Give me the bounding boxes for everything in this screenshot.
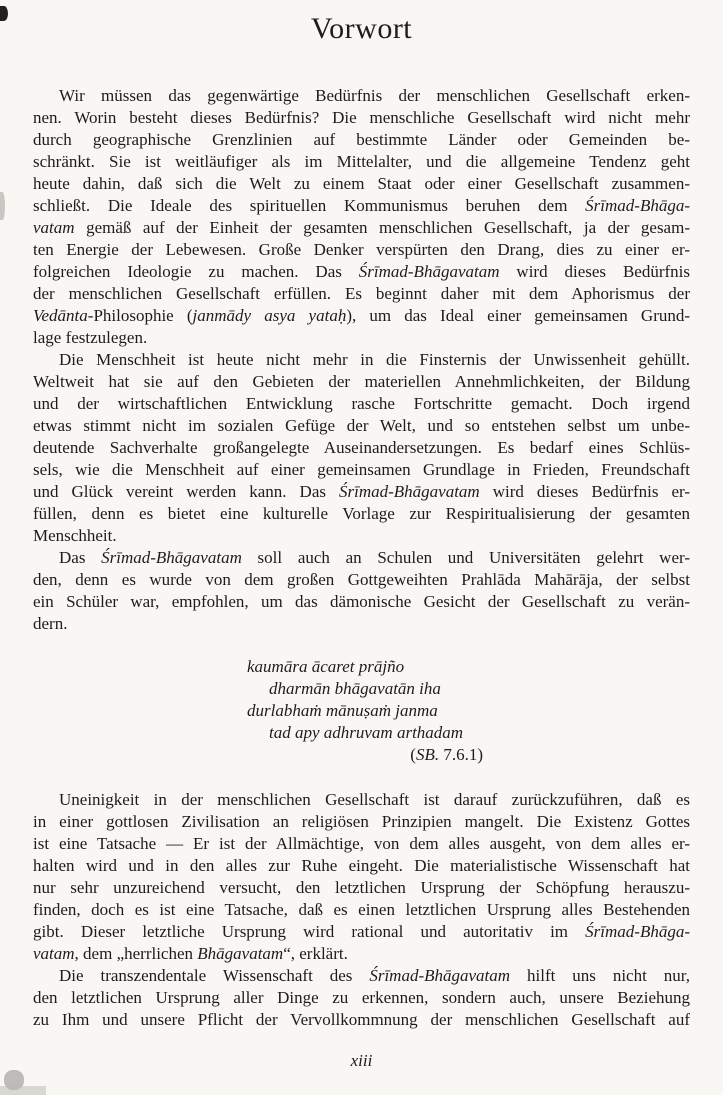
text-line [33,811,690,833]
text-segment: , dem „herrlichen [74,944,198,963]
italic-text: Śrīmad-Bhāgavatam [358,262,500,281]
italic-text: Śrīmad-Bhāgavatam [339,482,480,501]
text-segment: Die Menschheit ist heute nicht mehr in die Finsternis der Unwissenheit gehüllt. [59,350,690,369]
text-segment: Uneinigkeit in der menschlichen Gesellschaft ist darauf zurückzuführen, daß es [59,790,690,809]
text-line [33,547,690,569]
text-line [33,1009,690,1031]
text-segment: in einer gottlosen Zivilisation an religiösen Prinzipien mangelt. Die Existenz Gottes [33,812,690,831]
text-line [33,943,690,965]
text-segment: ten Energie der Lebewesen. Große Denker verspürten den Drang, dies zu einer er- [33,240,690,259]
page-title: Vorwort [310,12,413,45]
paragraph-2 [33,349,690,547]
text-line [33,261,690,283]
italic-text: Vedānta [33,306,88,325]
text-line [33,525,690,547]
text-segment: schränkt. Sie ist weitläufiger als im Mittelalter, und die allgemeine Tendenz geht [33,152,690,171]
text-segment: wird dieses Bedürfnis er- [479,482,690,501]
italic-text: SB. [415,745,440,764]
text-segment: folgreichen Ideologie zu machen. Das [33,262,359,281]
text-line [33,877,690,899]
text-segment: ist eine Tatsache — Er ist der Allmächtige, von dem alles ausgeht, von dem alles er- [33,834,690,853]
text-line [247,722,483,744]
text-line [33,217,690,239]
page-number: xiii [350,1051,373,1070]
text-segment: der menschlichen Gesellschaft erfüllen. Es beginnt daher mit dem Aphorismus der [33,284,690,303]
text-segment: -Philosophie ( [87,306,193,325]
text-line [33,371,690,393]
text-line [33,899,690,921]
italic-text: dharmān bhāgavatān iha [269,679,441,698]
text-line [33,987,690,1009]
text-line [33,349,690,371]
italic-text: tad apy adhruvam arthadam [269,723,464,742]
text-segment: und Glück vereint werden kann. Das [33,482,339,501]
document-body [33,85,690,1031]
text-line [33,459,690,481]
text-segment: Menschheit. [33,526,117,545]
text-line [33,173,690,195]
text-segment: finden, doch es ist eine Tatsache, daß es einen letztlichen Ursprung alles Bestehenden [33,900,690,919]
text-line [33,283,690,305]
text-segment: deutende Sachverhalte großangelegte Auseinandersetzungen. Es bedarf eines Schlüs- [33,438,690,457]
italic-text: Śrīmad-Bhāgavatam [369,966,511,985]
text-line [33,305,690,327]
text-segment: dern. [33,614,68,633]
text-line [33,415,690,437]
text-line [33,129,690,151]
sanskrit-verse [247,656,483,766]
text-line [33,481,690,503]
text-line [33,151,690,173]
scan-artifact [0,1086,46,1095]
italic-text: Śrīmad-Bhāga- [585,196,690,215]
text-segment: zu Ihm und unsere Pflicht der Vervollkommnung der menschlichen Gesellschaft auf [33,1010,690,1029]
text-line [33,85,690,107]
text-line [247,678,483,700]
text-segment: heute dahin, daß sich die Welt zu einem Staat oder einer Gesellschaft zusammen- [33,174,690,193]
text-line [33,613,690,635]
text-line [247,656,483,678]
text-segment: durch geographische Grenzlinien auf bestimmte Länder oder Gemeinden be- [33,130,690,149]
italic-text: Bhāgavatam [197,944,284,963]
text-line [247,700,483,722]
text-segment: “, erklärt. [283,944,348,963]
italic-text: durlabhaṁ mānuṣaṁ janma [247,701,438,720]
text-segment: füllen, denn es bietet eine kulturelle Vorlage zur Respiritualisierung der gesamten [33,504,690,523]
italic-text: kaumāra ācaret prājño [247,657,405,676]
text-line [33,503,690,525]
text-line [33,569,690,591]
text-segment: ( [410,745,416,764]
text-segment: den letztlichen Ursprung aller Dinge zu erkennen, sondern auch, unsere Beziehung [33,988,690,1007]
text-line [33,965,690,987]
italic-text: Śrīmad-Bhāgavatam [101,548,242,567]
italic-text: Śrīmad-Bhāga- [585,922,690,941]
text-line [33,107,690,129]
text-line [33,855,690,877]
paragraph-1 [33,85,690,349]
text-segment: nur sehr unzureichend versucht, den letztlichen Ursprung der Schöpfung herauszu- [33,878,690,897]
text-segment: ), um das Ideal einer gemeinsamen Grund- [346,306,690,325]
text-line [33,239,690,261]
text-segment: soll auch an Schulen und Universitäten gelehrt wer- [241,548,690,567]
text-segment: gibt. Dieser letztliche Ursprung wird rational und autoritativ im [33,922,586,941]
paragraph-4 [33,789,690,965]
text-line [33,327,690,349]
paragraph-3 [33,547,690,635]
text-segment: etwas stimmt nicht im sozialen Gefüge der Welt, und so entstehen selbst um unbe- [33,416,690,435]
text-segment: gemäß auf der Einheit der gesamten menschlichen Gesellschaft, ja der gesam- [74,218,690,237]
text-segment: wird dieses Bedürfnis [499,262,690,281]
text-segment: halten wird und in den alles zur Ruhe eingeht. Die materialistische Wissenschaft hat [33,856,690,875]
text-segment: nen. Worin besteht dieses Bedürfnis? Die menschliche Gesellschaft wird nicht mehr [33,108,690,127]
verse-citation [247,744,483,766]
text-line [33,437,690,459]
paragraph-5 [33,965,690,1031]
text-segment: 7.6.1) [439,745,483,764]
text-line [33,921,690,943]
scan-artifact [0,192,5,220]
italic-text: janmādy asya yataḥ [192,306,347,325]
text-segment: und der wirtschaftlichen Entwicklung rasche Fortschritte gemacht. Doch irgend [33,394,690,413]
text-line [33,195,690,217]
text-line [33,591,690,613]
text-segment: Das [59,548,102,567]
text-segment: lage festzulegen. [33,328,148,347]
text-line [33,789,690,811]
text-segment: sels, wie die Menschheit auf einer gemeinsamen Grundlage in Frieden, Freundschaft [33,460,690,479]
italic-text: vatam [33,218,75,237]
text-segment: ein Schüler war, empfohlen, um das dämonische Gesicht der Gesellschaft zu verän- [33,592,690,611]
text-segment: Die transzendentale Wissenschaft des [59,966,370,985]
text-segment: Weltweit hat sie auf den Gebieten der materiellen Annehmlichkeiten, der Bildung [33,372,690,391]
text-line [33,833,690,855]
text-segment: schließt. Die Ideale des spirituellen Kommunismus beruhen dem [33,196,586,215]
text-segment: hilft uns nicht nur, [510,966,690,985]
text-segment: den, denn es wurde von dem großen Gottgeweihten Prahlāda Mahārāja, der selbst [33,570,690,589]
text-line [33,393,690,415]
text-segment: Wir müssen das gegenwärtige Bedürfnis der menschlichen Gesellschaft erken- [59,86,690,105]
italic-text: vatam [33,944,75,963]
